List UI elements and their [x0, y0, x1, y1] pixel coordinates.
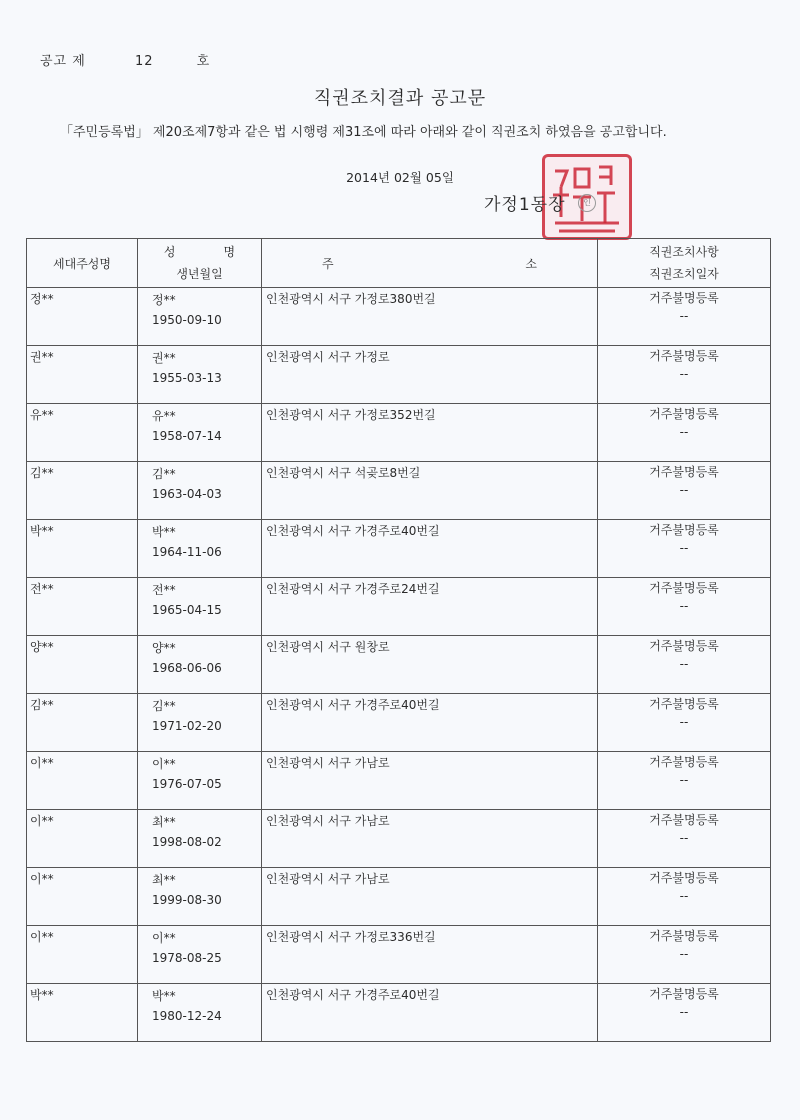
person-cell: [138, 462, 262, 520]
person-cell: [138, 810, 262, 868]
householder-name: 전**: [30, 582, 54, 596]
header-address: [262, 239, 598, 288]
person-name: 정**: [152, 293, 176, 307]
address-cell: [262, 984, 598, 1042]
action-date: --: [679, 947, 689, 961]
person-name: 이**: [152, 931, 176, 945]
householder-name: 유**: [30, 408, 54, 422]
birth-date: 1950-09-10: [152, 313, 222, 327]
address-cell: [262, 868, 598, 926]
action-type: 거주불명등록: [649, 407, 719, 421]
action-cell: [598, 984, 771, 1042]
action-date: --: [679, 715, 689, 729]
address-text: 인천광역시 서구 가경주로40번길: [266, 988, 440, 1002]
householder-cell: [27, 810, 138, 868]
address-text: 인천광역시 서구 가남로: [266, 872, 390, 886]
action-cell: [598, 346, 771, 404]
action-type: 거주불명등록: [649, 755, 719, 769]
action-cell: [598, 926, 771, 984]
action-date: --: [679, 309, 689, 323]
header-name: 성명: [163, 245, 284, 259]
notice-body: [40, 122, 730, 144]
householder-cell: [27, 868, 138, 926]
notice-body-text: 「주민등록법」 제20조제7항과 같은 법 시행령 제31조에 따라 아래와 같이 직권조치 하였음을 공고합니다.: [60, 125, 667, 140]
action-type: 거주불명등록: [649, 987, 719, 1001]
birth-date: 1968-06-06: [152, 661, 222, 675]
person-name: 박**: [152, 525, 176, 539]
action-type: 거주불명등록: [649, 697, 719, 711]
person-name: 양**: [152, 641, 176, 655]
birth-date: 1976-07-05: [152, 777, 222, 791]
table-header-row: [27, 239, 771, 288]
householder-name: 권**: [30, 350, 54, 364]
householder-cell: [27, 578, 138, 636]
action-type: 거주불명등록: [649, 581, 719, 595]
address-text: 인천광역시 서구 가남로: [266, 756, 390, 770]
notice-number: [40, 50, 210, 69]
householder-name: 박**: [30, 524, 54, 538]
birth-date: 1971-02-20: [152, 719, 222, 733]
person-name: 김**: [152, 699, 176, 713]
birth-date: 1998-08-02: [152, 835, 222, 849]
header-birth: 생년월일: [176, 267, 223, 281]
action-type: 거주불명등록: [649, 813, 719, 827]
page-title: 직권조치결과 공고문: [313, 88, 487, 109]
action-cell: [598, 520, 771, 578]
householder-cell: [27, 346, 138, 404]
householder-cell: [27, 636, 138, 694]
address-text: 인천광역시 서구 가경주로40번길: [266, 524, 440, 538]
header-action-date: 직권조치일자: [649, 267, 719, 281]
householder-cell: [27, 520, 138, 578]
birth-date: 1978-08-25: [152, 951, 222, 965]
person-cell: [138, 578, 262, 636]
header-action-type: 직권조치사항: [649, 245, 719, 259]
notice-label: 공고 제: [40, 54, 86, 69]
birth-date: 1958-07-14: [152, 429, 222, 443]
householder-name: 이**: [30, 872, 54, 886]
address-text: 인천광역시 서구 가정로352번길: [266, 408, 436, 422]
householder-cell: [27, 694, 138, 752]
table-row: [27, 926, 771, 984]
action-type: 거주불명등록: [649, 291, 719, 305]
table-row: [27, 868, 771, 926]
action-date: --: [679, 773, 689, 787]
address-cell: [262, 636, 598, 694]
table-row: [27, 462, 771, 520]
householder-cell: [27, 752, 138, 810]
householder-cell: [27, 288, 138, 346]
householder-cell: [27, 984, 138, 1042]
action-date: --: [679, 599, 689, 613]
action-type: 거주불명등록: [649, 465, 719, 479]
action-cell: [598, 810, 771, 868]
householder-name: 박**: [30, 988, 54, 1002]
householder-name: 정**: [30, 292, 54, 306]
address-text: 인천광역시 서구 가정로380번길: [266, 292, 436, 306]
birth-date: 1955-03-13: [152, 371, 222, 385]
address-cell: [262, 926, 598, 984]
householder-cell: [27, 404, 138, 462]
address-cell: [262, 462, 598, 520]
person-cell: [138, 346, 262, 404]
person-cell: [138, 404, 262, 462]
action-type: 거주불명등록: [649, 349, 719, 363]
address-cell: [262, 404, 598, 462]
action-date: --: [679, 425, 689, 439]
notice-number-value: 12: [134, 54, 154, 69]
address-text: 인천광역시 서구 가남로: [266, 814, 390, 828]
action-result-table: [26, 238, 771, 1042]
action-cell: [598, 288, 771, 346]
address-cell: [262, 288, 598, 346]
address-cell: [262, 520, 598, 578]
householder-name: 이**: [30, 930, 54, 944]
birth-date: 1963-04-03: [152, 487, 222, 501]
householder-cell: [27, 926, 138, 984]
address-cell: [262, 346, 598, 404]
address-text: 인천광역시 서구 석곶로8번길: [266, 466, 421, 480]
action-date: --: [679, 657, 689, 671]
birth-date: 1965-04-15: [152, 603, 222, 617]
person-name: 최**: [152, 815, 176, 829]
birth-date: 1999-08-30: [152, 893, 222, 907]
header-householder: 세대주성명: [27, 239, 138, 288]
action-date: --: [679, 1005, 689, 1019]
action-type: 거주불명등록: [649, 871, 719, 885]
address-cell: [262, 752, 598, 810]
address-cell: [262, 694, 598, 752]
householder-name: 이**: [30, 756, 54, 770]
action-cell: [598, 578, 771, 636]
birth-date: 1980-12-24: [152, 1009, 222, 1023]
issuer-name: 가정1동장: [484, 195, 566, 215]
person-name: 권**: [152, 351, 176, 365]
seal-mark: 인: [578, 194, 596, 212]
notice-date: 2014년 02월 05일: [346, 170, 454, 185]
person-name: 김**: [152, 467, 176, 481]
birth-date: 1964-11-06: [152, 545, 222, 559]
address-text: 인천광역시 서구 원창로: [266, 640, 390, 654]
table-row: [27, 520, 771, 578]
address-text: 인천광역시 서구 가정로336번길: [266, 930, 436, 944]
table-row: [27, 578, 771, 636]
action-cell: [598, 636, 771, 694]
header-address-b: 소: [525, 256, 537, 271]
table-row: [27, 752, 771, 810]
action-type: 거주불명등록: [649, 929, 719, 943]
header-name-birth: [138, 239, 284, 288]
person-name: 전**: [152, 583, 176, 597]
action-date: --: [679, 889, 689, 903]
action-type: 거주불명등록: [649, 523, 719, 537]
action-cell: [598, 462, 771, 520]
header-address-a: 주: [322, 256, 334, 271]
person-name: 이**: [152, 757, 176, 771]
table-row: [27, 288, 771, 346]
action-date: --: [679, 831, 689, 845]
householder-name: 이**: [30, 814, 54, 828]
person-cell: [138, 636, 262, 694]
address-cell: [262, 810, 598, 868]
address-text: 인천광역시 서구 가경주로24번길: [266, 582, 440, 596]
householder-name: 양**: [30, 640, 54, 654]
person-name: 최**: [152, 873, 176, 887]
table-row: [27, 810, 771, 868]
person-cell: [138, 752, 262, 810]
action-cell: [598, 868, 771, 926]
address-text: 인천광역시 서구 가경주로40번길: [266, 698, 440, 712]
person-cell: [138, 868, 262, 926]
table-row: [27, 636, 771, 694]
header-action: [598, 239, 771, 288]
person-cell: [138, 926, 262, 984]
householder-name: 김**: [30, 466, 54, 480]
action-cell: [598, 694, 771, 752]
person-name: 유**: [152, 409, 176, 423]
table-row: [27, 984, 771, 1042]
householder-name: 김**: [30, 698, 54, 712]
action-cell: [598, 752, 771, 810]
action-date: --: [679, 541, 689, 555]
person-cell: [138, 984, 262, 1042]
person-cell: [138, 694, 262, 752]
person-cell: [138, 520, 262, 578]
householder-cell: [27, 462, 138, 520]
action-date: --: [679, 367, 689, 381]
person-cell: [138, 288, 262, 346]
table-row: [27, 346, 771, 404]
address-cell: [262, 578, 598, 636]
action-date: --: [679, 483, 689, 497]
action-type: 거주불명등록: [649, 639, 719, 653]
table-row: [27, 694, 771, 752]
address-text: 인천광역시 서구 가정로: [266, 350, 390, 364]
person-name: 박**: [152, 989, 176, 1003]
action-cell: [598, 404, 771, 462]
notice-suffix: 호: [196, 54, 211, 69]
table-row: [27, 404, 771, 462]
